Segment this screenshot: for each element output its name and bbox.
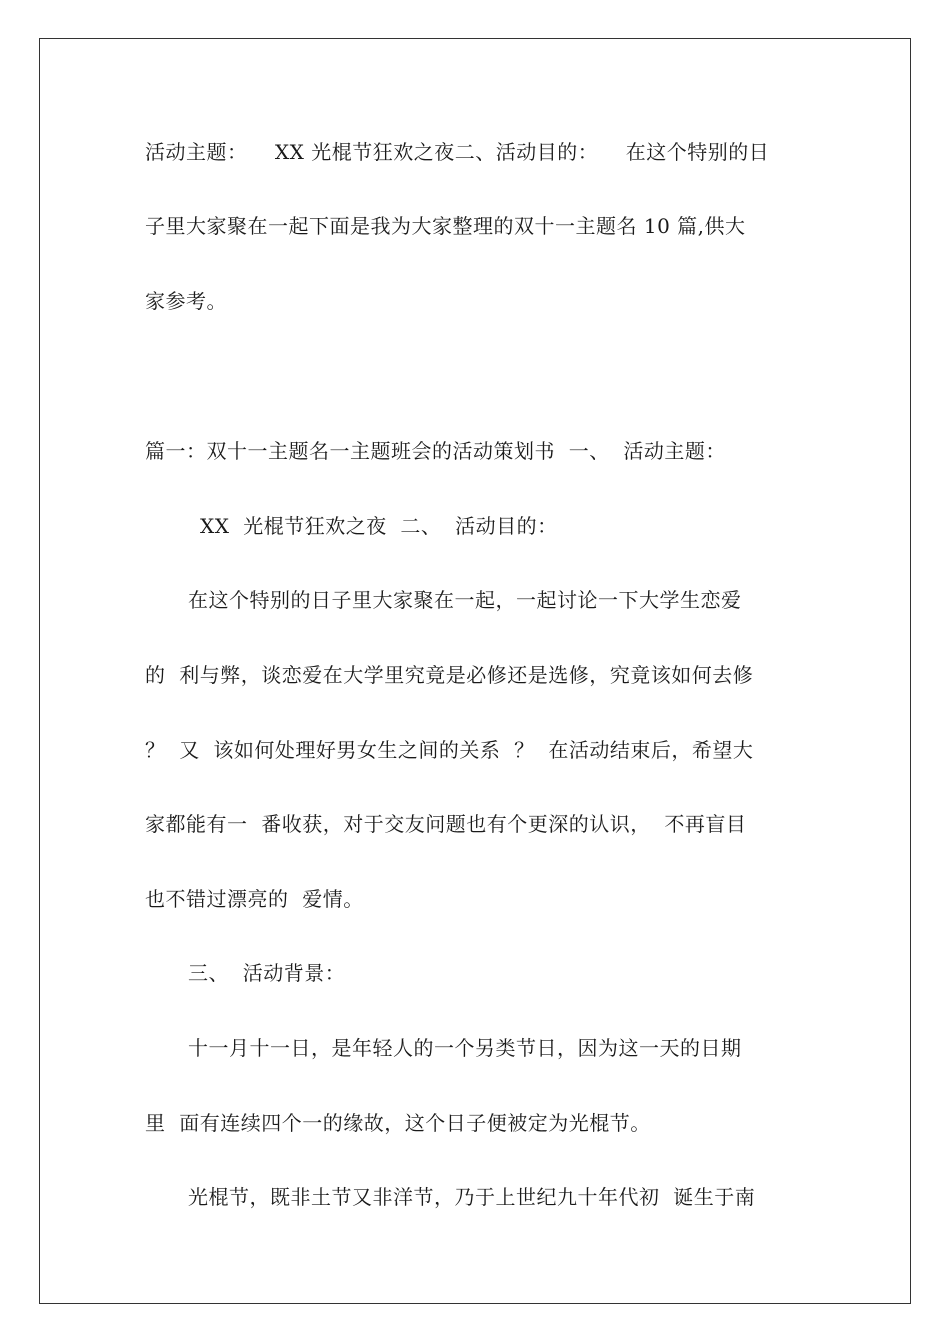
paragraph-line: 在这个特别的日子里大家聚在一起，一起讨论一下大学生恋爱	[188, 588, 742, 612]
intro-line-3: 家参考。	[145, 289, 227, 313]
paragraph-line: 里 面有连续四个一的缘故，这个日子便被定为光棍节。	[145, 1111, 651, 1135]
paragraph-line: XX 光棍节狂欢之夜 二、 活动目的：	[200, 514, 558, 538]
paragraph-line: ？ 又 该如何处理好男女生之间的关系 ？ 在活动结束后，希望大	[145, 738, 754, 762]
paragraph-line: 的 利与弊，谈恋爱在大学里究竟是必修还是选修，究竟该如何去修	[145, 663, 754, 687]
section-heading-3: 三、 活动背景：	[188, 961, 346, 985]
paragraph-line: 家都能有一 番收获，对于交友问题也有个更深的认识， 不再盲目	[145, 812, 747, 836]
paragraph-line: 光棍节，既非土节又非洋节，乃于上世纪九十年代初 诞生于南	[188, 1185, 756, 1209]
paragraph-line: 也不错过漂亮的 爱情。	[145, 887, 364, 911]
intro-line-2: 子里大家聚在一起下面是我为大家整理的双十一主题名 10 篇,供大	[145, 214, 746, 238]
paragraph-line: 十一月十一日，是年轻人的一个另类节日，因为这一天的日期	[188, 1036, 742, 1060]
section-heading-1: 篇一：双十一主题名一主题班会的活动策划书 一、 活动主题：	[145, 439, 726, 463]
intro-line-1: 活动主题： XX 光棍节狂欢之夜二、活动目的： 在这个特别的日	[145, 140, 770, 164]
